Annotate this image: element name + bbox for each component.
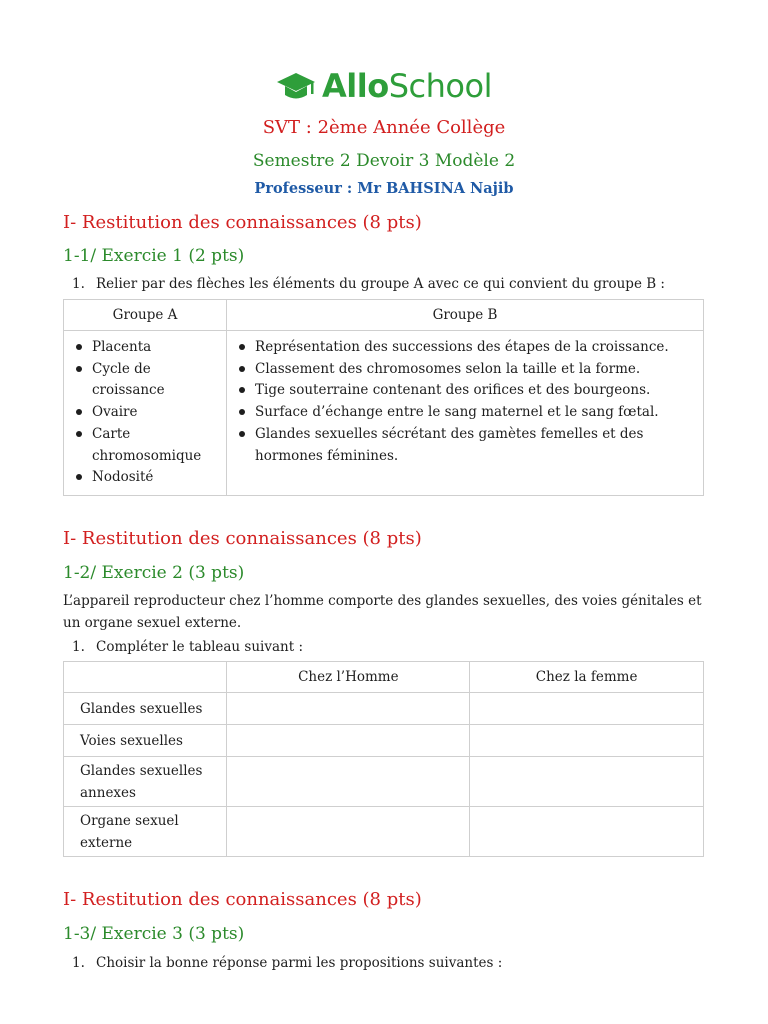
logo-wordmark [322,66,492,106]
instruction-item [72,955,502,971]
item-text: Relier par des flèches les éléments du groupe A avec ce qui convient du groupe B : [96,276,665,292]
list-item: Nodosité [72,467,218,489]
list-item: Ovaire [72,402,218,424]
group-a-cell [64,331,227,496]
group-b-cell [227,331,704,496]
alloschool-logo [0,66,768,106]
table-row [64,331,704,496]
exercise-intro: L’appareil reproducteur chez l’homme comporte des glandes sexuelles, des voies génitales et un organe sexuel externe. [63,593,702,631]
item-text: Compléter le tableau suivant : [96,639,303,655]
header-empty-cell [64,662,227,693]
semester-title: Semestre 2 Devoir 3 Modèle 2 [252,151,516,171]
instruction-item [72,276,665,292]
table-header-row [64,662,704,693]
answer-cell-homme[interactable] [227,757,470,807]
section-title: I- Restitution des connaissances (8 pts) [63,212,422,233]
item-number: 1. [72,955,85,971]
answer-cell-homme[interactable] [227,693,470,725]
table-row [64,807,704,857]
answer-cell-femme[interactable] [470,725,704,757]
row-label: Glandes sexuelles [64,693,227,725]
row-label: Glandes sexuelles annexes [64,757,227,807]
table-row [64,757,704,807]
answer-cell-homme[interactable] [227,807,470,857]
item-number: 1. [72,639,85,655]
row-label: Organe sexuel externe [64,807,227,857]
completion-table [63,661,704,857]
header-homme: Chez l’Homme [227,662,470,693]
list-item: Glandes sexuelles sécrétant des gamètes femelles et des hormones féminines. [235,424,695,467]
professor-line: Professeur : Mr BAHSINA Najib [254,180,514,197]
section-title: I- Restitution des connaissances (8 pts) [63,889,422,910]
list-item: Surface d’échange entre le sang maternel et le sang fœtal. [235,402,695,424]
table-row [64,693,704,725]
header-group-a: Groupe A [64,300,227,331]
group-b-list [235,337,695,467]
list-item: Représentation des successions des étapes de la croissance. [235,337,695,359]
list-item: Carte chromosomique [72,424,218,467]
row-label: Voies sexuelles [64,725,227,757]
instruction-item [72,639,303,655]
table-row [64,725,704,757]
exercise-title: 1-3/ Exercie 3 (3 pts) [63,924,245,944]
item-text: Choisir la bonne réponse parmi les propositions suivantes : [96,955,503,971]
graduation-cap-icon [276,67,316,105]
list-item: Cycle de croissance [72,359,218,402]
answer-cell-femme[interactable] [470,693,704,725]
header-group-b: Groupe B [227,300,704,331]
answer-cell-homme[interactable] [227,725,470,757]
answer-cell-femme[interactable] [470,807,704,857]
answer-cell-femme[interactable] [470,757,704,807]
subject-title: SVT : 2ème Année Collège [262,117,506,138]
exercise-title: 1-1/ Exercie 1 (2 pts) [63,246,245,266]
header-femme: Chez la femme [470,662,704,693]
exercise-title: 1-2/ Exercie 2 (3 pts) [63,563,245,583]
group-a-list [72,337,218,489]
table-header-row [64,300,704,331]
logo-text-school: School [388,67,492,105]
list-item: Placenta [72,337,218,359]
matching-table [63,299,704,496]
section-title: I- Restitution des connaissances (8 pts) [63,528,422,549]
list-item: Classement des chromosomes selon la taille et la forme. [235,359,695,381]
item-number: 1. [72,276,85,292]
logo-text-allo: Allo [322,67,389,105]
list-item: Tige souterraine contenant des orifices et des bourgeons. [235,380,695,402]
